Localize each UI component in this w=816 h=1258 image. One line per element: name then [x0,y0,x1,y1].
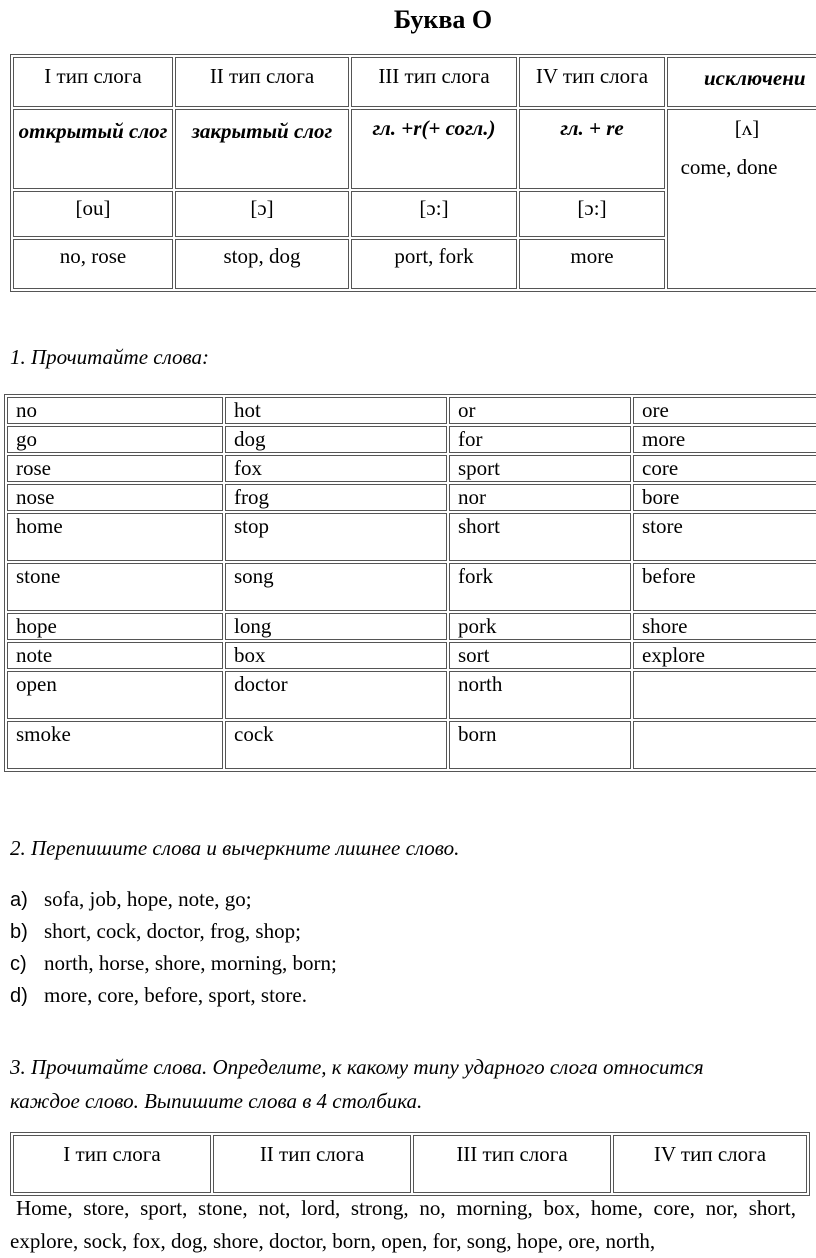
table-cell: note [7,642,223,669]
header-type-2: II тип слога [175,57,349,107]
table-cell: before [633,563,816,611]
task1-heading: 1. Прочитайте слова: [10,345,209,369]
page-title: Буква O [393,5,493,34]
task3-col-2: II тип слога [213,1135,411,1193]
type-vowel-re: гл. + re [519,109,665,189]
header-type-3: III тип слога [351,57,517,107]
table-cell: open [7,671,223,719]
type-closed-syllable: закрытый слог [175,109,349,189]
table-row [7,671,816,719]
header-type-4: IV тип слога [519,57,665,107]
sound-3: [ɔ:] [351,191,517,237]
table-cell: nor [449,484,631,511]
table-cell: core [633,455,816,482]
table-cell: more [633,426,816,453]
list-letter: c) [10,953,27,975]
table-cell: home [7,513,223,561]
table-cell: ore [633,397,816,424]
list-item [10,980,337,1012]
table-cell: short [449,513,631,561]
table-row [7,563,816,611]
table-cell: born [449,721,631,769]
example-1: no, rose [13,239,173,289]
exceptions-cell [667,109,816,289]
table-cell: bore [633,484,816,511]
table-cell: hot [225,397,447,424]
syllable-table [10,54,816,292]
table-cell: doctor [225,671,447,719]
table-cell: go [7,426,223,453]
header-type-1: I тип слога [13,57,173,107]
task3-heading-line1: 3. Прочитайте слова. Определите, к какому типу ударного слога относится [10,1055,704,1079]
table-cell: box [225,642,447,669]
table-cell: nose [7,484,223,511]
list-text: sofa, job, hope, note, go; [44,887,252,911]
table-cell: pork [449,613,631,640]
table-row [7,455,816,482]
table-cell: dog [225,426,447,453]
sound-4: [ɔ:] [519,191,665,237]
list-text: north, horse, shore, morning, born; [44,951,337,975]
table-cell: fox [225,455,447,482]
task3-words: Home, store, sport, stone, not, lord, strong, no, morning, box, home, core, nor, short, explore, sock, fox, dog, shore, doctor, born, open, for, song, hope, ore, north, [10,1196,796,1253]
table-cell: explore [633,642,816,669]
table-cell: sport [449,455,631,482]
table-cell [633,721,816,769]
type-open-syllable: открытый слог [13,109,173,189]
list-letter: b) [10,921,28,943]
example-4: more [519,239,665,289]
table-row [7,613,816,640]
table-row [7,397,816,424]
table-cell: stop [225,513,447,561]
exception-sound: [ʌ] [734,116,760,140]
task3-col-3: III тип слога [413,1135,611,1193]
type-vowel-r: гл. +r(+ согл.) [351,109,517,189]
list-letter: a) [10,889,28,911]
task3-heading-line2: каждое слово. Выпишите слова в 4 столбика. [10,1089,423,1113]
example-2: stop, dog [175,239,349,289]
task3-col-1: I тип слога [13,1135,211,1193]
table-cell: rose [7,455,223,482]
table-cell: stone [7,563,223,611]
table-row [7,513,816,561]
table-row [7,426,816,453]
table-row [7,642,816,669]
table-cell: fork [449,563,631,611]
sound-2: [ɔ] [175,191,349,237]
list-item [10,948,337,980]
table-cell: smoke [7,721,223,769]
list-letter: d) [10,985,28,1007]
list-item [10,884,337,916]
table-cell: or [449,397,631,424]
table-row [7,484,816,511]
table-cell: frog [225,484,447,511]
table-row [7,721,816,769]
list-text: short, cock, doctor, frog, shop; [44,919,301,943]
header-exceptions: исключени [667,57,816,107]
table-cell: north [449,671,631,719]
table-cell: hope [7,613,223,640]
table-cell: for [449,426,631,453]
table-cell [633,671,816,719]
table-cell: long [225,613,447,640]
task2-heading: 2. Перепишите слова и вычеркните лишнее слово. [10,836,460,860]
table-cell: shore [633,613,816,640]
list-item [10,916,337,948]
table-cell: store [633,513,816,561]
list-text: more, core, before, sport, store. [44,983,307,1007]
table-cell: sort [449,642,631,669]
table-cell: no [7,397,223,424]
sound-1: [ou] [13,191,173,237]
task3-table [10,1132,810,1196]
table-cell: song [225,563,447,611]
task2-list [10,884,337,1012]
table-cell: cock [225,721,447,769]
example-3: port, fork [351,239,517,289]
task3-col-4: IV тип слога [613,1135,807,1193]
word-table [4,394,816,772]
exception-words: come, done [680,155,778,179]
